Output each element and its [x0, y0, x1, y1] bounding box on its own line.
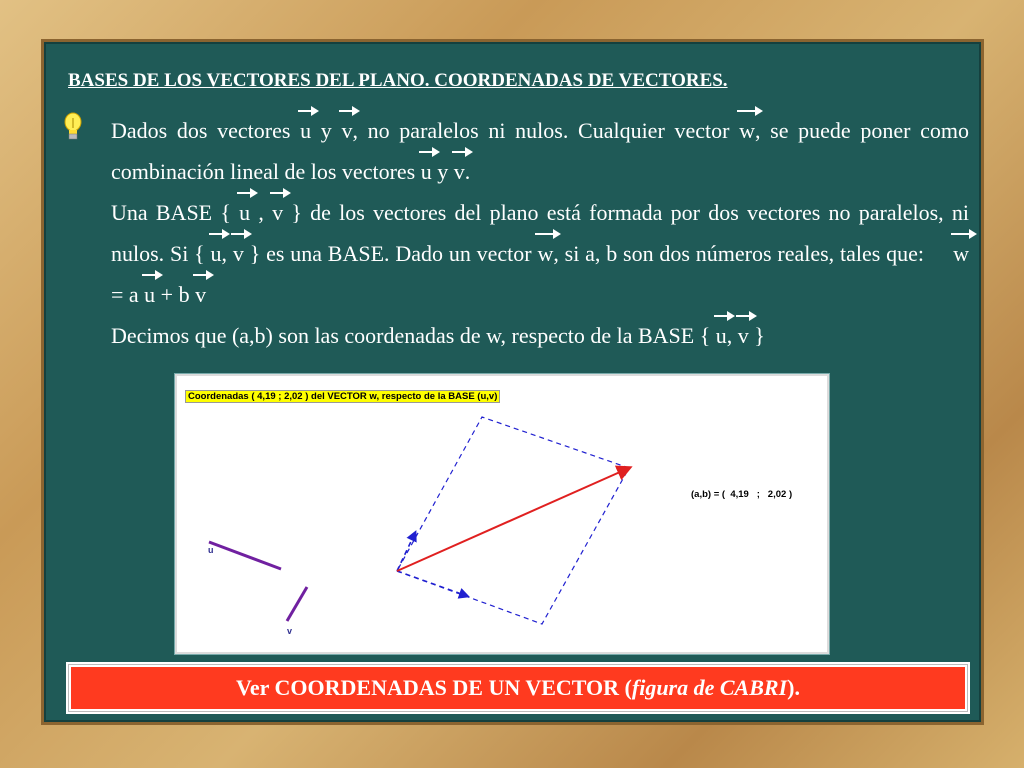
lightbulb-icon — [62, 112, 84, 142]
vector-v: v — [272, 192, 283, 233]
cabri-link-box — [66, 662, 970, 714]
vector-diagram — [177, 376, 827, 652]
vector-w: w — [537, 233, 553, 274]
figure-caption: Coordenadas ( 4,19 ; 2,02 ) del VECTOR w, respecto de la BASE (u,v) — [185, 390, 500, 403]
vector-u: u — [300, 110, 311, 151]
cabri-figure-link[interactable]: Ver COORDENADAS DE UN VECTOR (figura de CABRI). — [69, 665, 967, 711]
vector-v: v — [233, 233, 244, 274]
label-u: u — [208, 545, 214, 555]
vector-u: u — [421, 151, 432, 192]
label-v: v — [287, 626, 293, 636]
vector-v: v — [195, 274, 206, 315]
vector-v: v — [341, 110, 352, 151]
component-au — [397, 571, 467, 596]
vector-u-segment — [209, 542, 281, 569]
explanation-text: Dados dos vectores u y v, no paralelos ni nulos. Cualquier vector w, se puede poner como combinación lineal de los vectores u y v. Una BASE { u , v } de los vectores del plano está formada por dos vectores no paralelos, ni nulos. Si { u, v } es una BASE. Dado un vector w, si a, b son dos números reales, tales que: w = a u + b v Decimos que (a,b) son las coordenadas de w, respecto de la BASE { u, v } — [111, 110, 969, 356]
vector-w-arrow — [397, 468, 629, 571]
vector-u: u — [144, 274, 155, 315]
coordinates-readout: (a,b) = ( 4,19 ; 2,02 ) — [691, 489, 793, 500]
vector-w: w — [739, 110, 755, 151]
vector-u: u — [239, 192, 250, 233]
vector-v: v — [454, 151, 465, 192]
vector-v: v — [738, 315, 749, 356]
page-title: BASES DE LOS VECTORES DEL PLANO. COORDENADAS DE VECTORES. — [68, 70, 728, 91]
vector-w: w — [953, 233, 969, 274]
cabri-figure — [175, 374, 829, 654]
vector-v-segment — [287, 587, 307, 621]
vector-u: u — [211, 233, 222, 274]
chalkboard — [44, 42, 981, 722]
vector-u: u — [716, 315, 727, 356]
